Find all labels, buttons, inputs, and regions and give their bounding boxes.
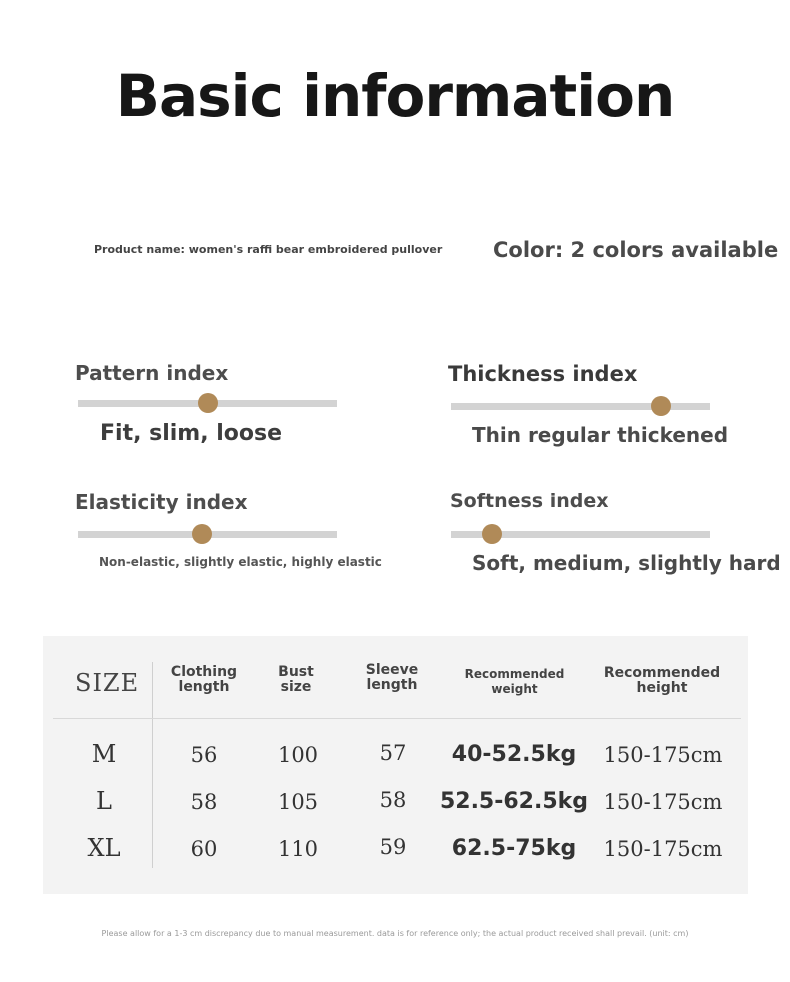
row-m-weight: 40-52.5kg <box>451 742 577 767</box>
pattern-index-label: Pattern index <box>75 361 229 385</box>
color-info: Color: 2 colors available <box>493 238 779 262</box>
pattern-index-description: Fit, slim, loose <box>100 421 283 446</box>
footnote: Please allow for a 1-3 cm discrepancy due to manual measurement. data is for reference only; the actual product received shall prevail. (unit: cm) <box>101 929 689 938</box>
row-xl-height: 150-175cm <box>603 837 723 861</box>
row-l-height: 150-175cm <box>603 790 723 814</box>
row-m-sleeve: 57 <box>379 741 407 765</box>
header-recommended-weight: Recommended weight <box>464 667 565 696</box>
row-l-sleeve: 58 <box>379 788 407 812</box>
elasticity-index-description: Non-elastic, slightly elastic, highly elastic <box>99 555 382 569</box>
softness-index-track <box>451 531 710 538</box>
row-xl-bust: 110 <box>277 837 319 861</box>
softness-index-description: Soft, medium, slightly hard <box>472 551 781 575</box>
header-recommended-height: Recommended height <box>603 665 721 696</box>
row-m-length: 56 <box>190 743 218 767</box>
thickness-index-label: Thickness index <box>448 362 638 386</box>
elasticity-index <box>75 490 395 590</box>
row-l-bust: 105 <box>277 790 319 814</box>
row-xl-weight: 62.5-75kg <box>451 836 577 861</box>
row-l-size: L <box>96 787 112 815</box>
pattern-index-knob <box>198 393 218 413</box>
header-divider <box>53 718 741 719</box>
row-xl-size: XL <box>87 834 121 862</box>
pattern-index-track <box>78 400 337 407</box>
row-l-weight: 52.5-62.5kg <box>439 789 589 814</box>
elasticity-index-label: Elasticity index <box>75 490 248 514</box>
thickness-index-track <box>451 403 710 410</box>
row-xl-sleeve: 59 <box>379 835 407 859</box>
pattern-index <box>75 361 395 461</box>
row-xl-length: 60 <box>190 837 218 861</box>
softness-index-knob <box>482 524 502 544</box>
header-bust-size: Bust size <box>278 664 314 695</box>
thickness-index <box>448 362 768 462</box>
row-l-length: 58 <box>190 790 218 814</box>
page-title: Basic information <box>115 62 675 130</box>
thickness-index-description: Thin regular thickened <box>472 423 729 447</box>
elasticity-index-track <box>78 531 337 538</box>
row-m-height: 150-175cm <box>603 743 723 767</box>
softness-index <box>450 490 781 590</box>
softness-index-label: Softness index <box>450 490 609 512</box>
elasticity-index-knob <box>192 524 212 544</box>
product-name: Product name: women's raffi bear embroidered pullover <box>94 243 443 256</box>
header-sleeve-length: Sleeve length <box>365 662 419 693</box>
thickness-index-knob <box>651 396 671 416</box>
header-clothing-length: Clothing length <box>170 664 238 695</box>
column-divider <box>152 662 153 868</box>
row-m-size: M <box>91 740 117 768</box>
size-table <box>43 636 748 894</box>
size-logo: SIZE <box>75 669 140 697</box>
row-m-bust: 100 <box>277 743 319 767</box>
